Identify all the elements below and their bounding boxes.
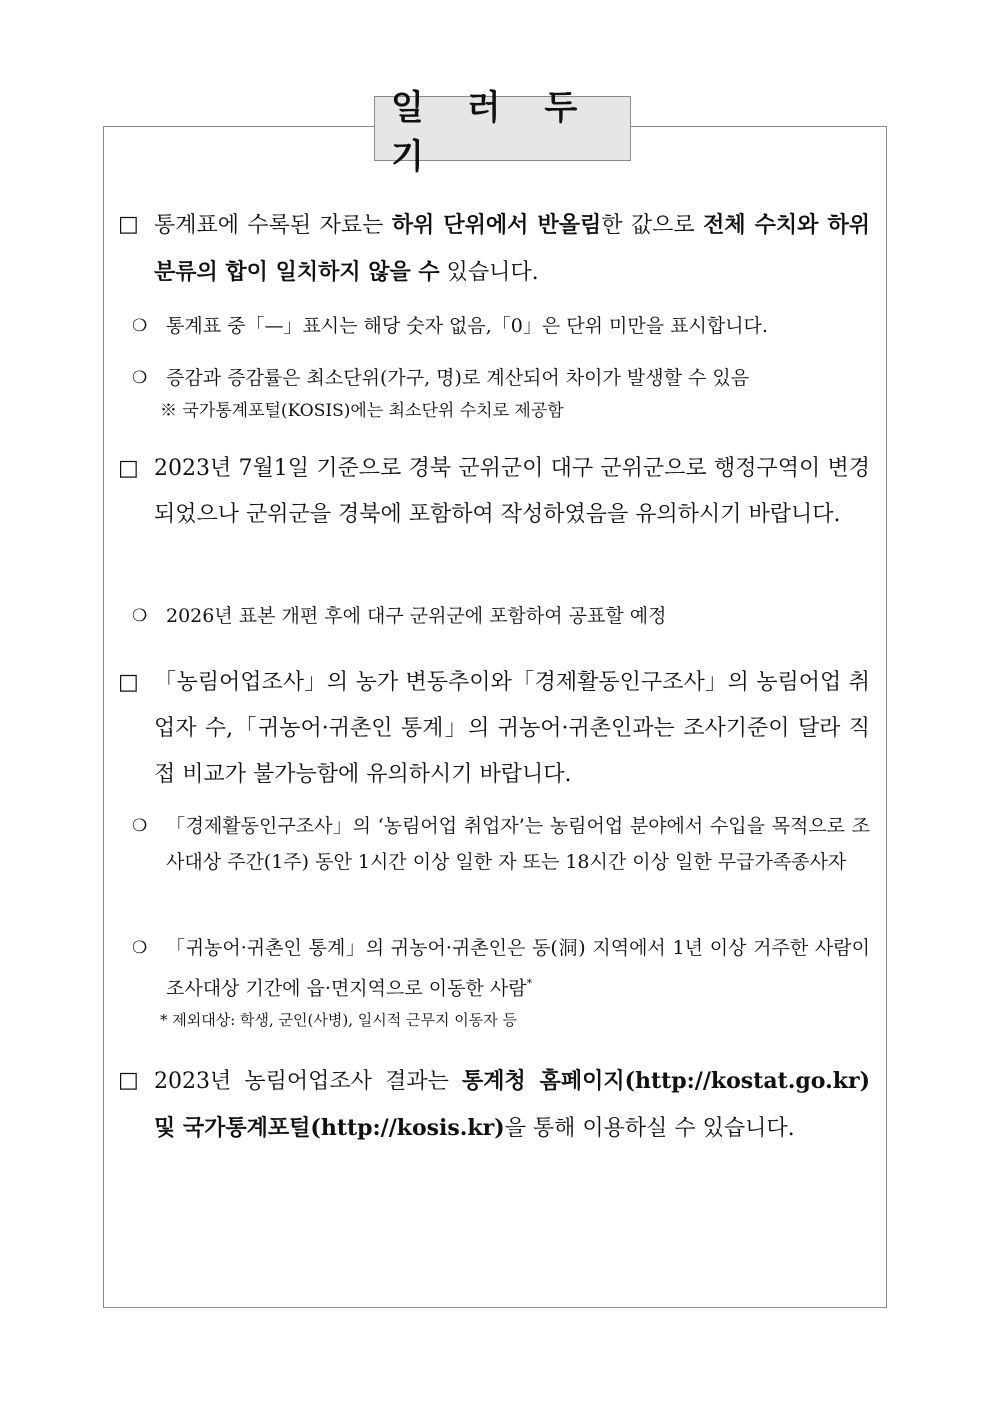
section-gunwi — [118, 446, 870, 538]
circle-bullet-icon: ❍ — [132, 368, 148, 388]
circle-bullet-icon: ❍ — [132, 606, 148, 626]
section-availability — [118, 1058, 870, 1152]
item-text: 「귀농어·귀촌인 통계」의 귀농어·귀촌인은 동(洞) 지역에서 1년 이상 거주한 사람이 조사대상 기간에 읍·면지역으로 이동한 사람* — [166, 937, 870, 1000]
square-item — [118, 446, 870, 538]
sub-rate-calc — [118, 360, 870, 426]
item-text: 2026년 표본 개편 후에 대구 군위군에 포함하여 공표할 예정 — [166, 605, 667, 627]
square-bullet-icon: □ — [118, 670, 139, 695]
sub-employment — [118, 808, 870, 880]
circle-item — [118, 930, 870, 1006]
item-text: 「농림어업조사」의 농가 변동추이와「경제활동인구조사」의 농림어업 취업자 수,「귀농어·귀촌인 통계」의 귀농어·귀촌인과는 조사기준이 달라 직접 비교가 불가능함에 유의하시기 바랍니다. — [154, 670, 870, 787]
circle-item — [118, 808, 870, 880]
circle-item — [118, 598, 870, 634]
square-bullet-icon: □ — [118, 212, 139, 237]
exclusion-note: * 제외대상: 학생, 군인(사병), 일시적 근무지 이동자 등 — [160, 1011, 517, 1030]
item-text: 2023년 7월1일 기준으로 경북 군위군이 대구 군위군으로 행정구역이 변경되었으나 군위군을 경북에 포함하여 작성하였음을 유의하시기 바랍니다. — [154, 456, 870, 527]
item-text: 통계표에 수록된 자료는 하위 단위에서 반올림한 값으로 전체 수치와 하위분류의 합이 일치하지 않을 수 있습니다. — [154, 212, 870, 285]
square-bullet-icon: □ — [118, 456, 139, 481]
circle-item — [118, 360, 870, 396]
kosis-note: ※ 국가통계포털(KOSIS)에는 최소단위 수치로 제공함 — [160, 401, 564, 421]
square-bullet-icon: □ — [118, 1068, 139, 1093]
sub-return-farm — [118, 930, 870, 1034]
square-item — [118, 1058, 870, 1152]
item-text: 증감과 증감률은 최소단위(가구, 명)로 계산되어 차이가 발생할 수 있음 — [166, 367, 750, 389]
circle-bullet-icon: ❍ — [132, 938, 148, 958]
item-text: 통계표 중「—」표시는 해당 숫자 없음,「0」은 단위 미만을 표시합니다. — [166, 315, 768, 337]
section-comparison — [118, 660, 870, 798]
circle-bullet-icon: ❍ — [132, 816, 148, 836]
item-text: 「경제활동인구조사」의 ‘농림어업 취업자’는 농림어업 분야에서 수입을 목적으로 조사대상 주간(1주) 동안 1시간 이상 일한 자 또는 18시간 이상 일한 무급가족종사자 — [166, 815, 870, 873]
section-rounding — [118, 202, 870, 296]
item-text: 2023년 농림어업조사 결과는 통계청 홈페이지(http://kostat.go.kr) 및 국가통계포털(http://kosis.kr)을 통해 이용하실 수 있습니다. — [154, 1068, 870, 1141]
page-title: 일 러 두 기 — [374, 96, 631, 161]
sub-2026 — [118, 598, 870, 634]
circle-bullet-icon: ❍ — [132, 316, 148, 336]
square-item — [118, 660, 870, 798]
sub-dash-zero — [118, 308, 870, 344]
square-item — [118, 202, 870, 296]
circle-item — [118, 308, 870, 344]
